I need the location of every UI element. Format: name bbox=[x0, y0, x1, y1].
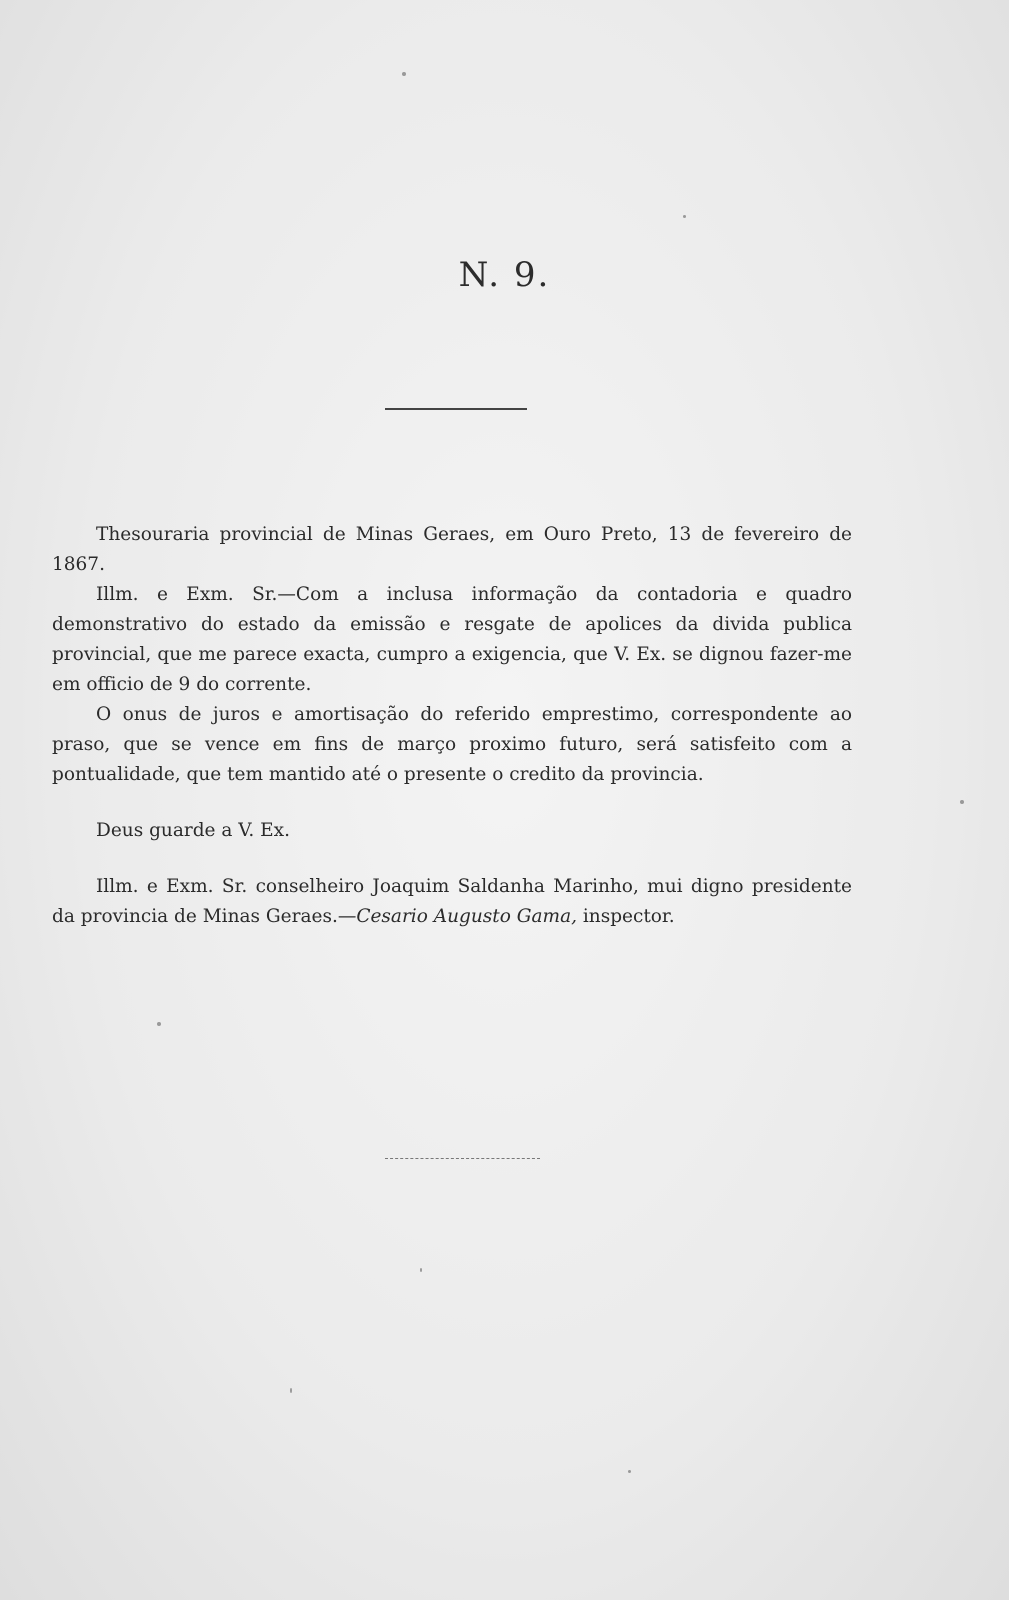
paper-speck bbox=[290, 1388, 292, 1393]
letter-addressee-block bbox=[52, 872, 852, 932]
letter-header: Thesouraria provincial de Minas Geraes, em Ouro Preto, 13 de fevereiro de 1867. bbox=[52, 524, 852, 575]
paper-speck bbox=[402, 72, 406, 76]
paper-speck bbox=[157, 1022, 161, 1026]
document-number-heading: N. 9. bbox=[458, 255, 551, 295]
paper-speck bbox=[420, 1268, 422, 1272]
letter-paragraph-1: Illm. e Exm. Sr.—Com a inclusa informação da contadoria e quadro demonstrativo do estado da emissão e resgate de apolices da divida publica provincial, que me parece exacta, cumpro a exigencia, que V. Ex. se dignou fazer-me em officio de 9 do corrente. bbox=[52, 584, 852, 695]
footer-divider bbox=[385, 1158, 540, 1159]
letter-closing: Deus guarde a V. Ex. bbox=[96, 820, 290, 841]
letter-paragraph-2: O onus de juros e amortisação do referido emprestimo, correspondente ao praso, que se vence em fins de março proximo futuro, será satisfeito com a pontualidade, que tem mantido até o presente o credito da provincia. bbox=[52, 704, 852, 785]
paper-speck bbox=[960, 800, 964, 804]
paper-speck bbox=[683, 215, 686, 218]
letter-addressee: Illm. e Exm. Sr. conselheiro Joaquim Saldanha Marinho, mui digno presidente da provincia de Minas Geraes.— bbox=[52, 876, 852, 927]
letter-signatory-title: inspector. bbox=[576, 906, 675, 927]
letter-body bbox=[52, 520, 852, 932]
heading-divider bbox=[385, 408, 527, 410]
letter-signatory: Cesario Augusto Gama, bbox=[356, 906, 577, 927]
paper-speck bbox=[628, 1470, 631, 1473]
